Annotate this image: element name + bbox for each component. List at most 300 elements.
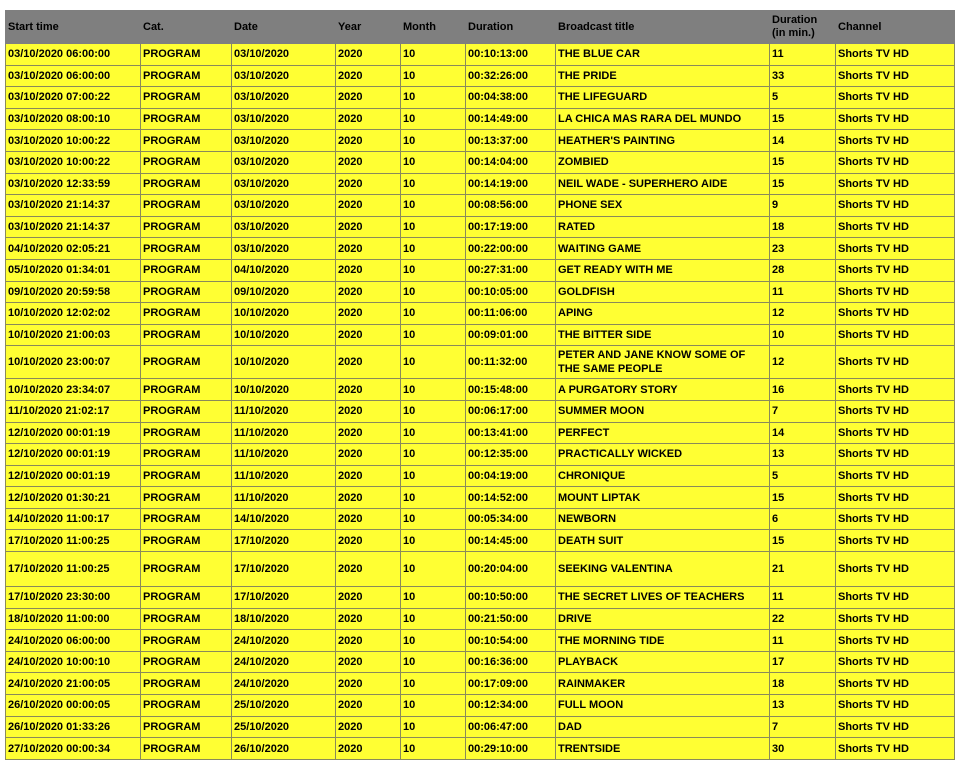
cell-date: 11/10/2020 — [232, 422, 336, 444]
cell-duration: 00:20:04:00 — [466, 552, 556, 587]
cell-year: 2020 — [336, 673, 401, 695]
cell-category: PROGRAM — [141, 738, 232, 760]
cell-channel: Shorts TV HD — [836, 630, 955, 652]
cell-duration-min: 14 — [770, 130, 836, 152]
cell-duration: 00:13:41:00 — [466, 422, 556, 444]
cell-year: 2020 — [336, 130, 401, 152]
cell-year: 2020 — [336, 630, 401, 652]
cell-category: PROGRAM — [141, 130, 232, 152]
cell-duration-min: 11 — [770, 630, 836, 652]
cell-year: 2020 — [336, 465, 401, 487]
cell-duration: 00:14:45:00 — [466, 530, 556, 552]
cell-category: PROGRAM — [141, 346, 232, 379]
cell-duration: 00:12:35:00 — [466, 444, 556, 466]
cell-duration: 00:14:49:00 — [466, 108, 556, 130]
cell-category: PROGRAM — [141, 630, 232, 652]
cell-year: 2020 — [336, 508, 401, 530]
cell-duration: 00:22:00:00 — [466, 238, 556, 260]
cell-year: 2020 — [336, 259, 401, 281]
table-row[interactable] — [6, 281, 955, 303]
cell-channel: Shorts TV HD — [836, 324, 955, 346]
cell-broadcast-title: DRIVE — [556, 608, 770, 630]
cell-start-time: 17/10/2020 11:00:25 — [6, 552, 141, 587]
cell-duration: 00:17:19:00 — [466, 216, 556, 238]
cell-duration-min: 15 — [770, 487, 836, 509]
table-row[interactable] — [6, 422, 955, 444]
cell-category: PROGRAM — [141, 673, 232, 695]
cell-year: 2020 — [336, 346, 401, 379]
cell-category: PROGRAM — [141, 44, 232, 66]
cell-broadcast-title: NEWBORN — [556, 508, 770, 530]
cell-channel: Shorts TV HD — [836, 87, 955, 109]
cell-month: 10 — [401, 216, 466, 238]
col-header-category[interactable]: Cat. — [141, 11, 232, 44]
cell-month: 10 — [401, 716, 466, 738]
cell-year: 2020 — [336, 195, 401, 217]
cell-broadcast-title: RAINMAKER — [556, 673, 770, 695]
cell-start-time: 09/10/2020 20:59:58 — [6, 281, 141, 303]
cell-year: 2020 — [336, 324, 401, 346]
cell-year: 2020 — [336, 44, 401, 66]
cell-channel: Shorts TV HD — [836, 173, 955, 195]
cell-year: 2020 — [336, 173, 401, 195]
cell-broadcast-title: PRACTICALLY WICKED — [556, 444, 770, 466]
cell-month: 10 — [401, 465, 466, 487]
table-row[interactable] — [6, 738, 955, 760]
table-row[interactable] — [6, 508, 955, 530]
cell-category: PROGRAM — [141, 151, 232, 173]
cell-year: 2020 — [336, 608, 401, 630]
table-row[interactable] — [6, 108, 955, 130]
cell-month: 10 — [401, 346, 466, 379]
cell-broadcast-title: LA CHICA MAS RARA DEL MUNDO — [556, 108, 770, 130]
cell-duration-min: 13 — [770, 444, 836, 466]
table-row[interactable] — [6, 608, 955, 630]
cell-date: 10/10/2020 — [232, 303, 336, 325]
cell-date: 03/10/2020 — [232, 108, 336, 130]
cell-date: 03/10/2020 — [232, 130, 336, 152]
cell-category: PROGRAM — [141, 422, 232, 444]
cell-duration: 00:11:32:00 — [466, 346, 556, 379]
cell-category: PROGRAM — [141, 508, 232, 530]
cell-year: 2020 — [336, 651, 401, 673]
cell-duration-min: 11 — [770, 44, 836, 66]
table-row[interactable] — [6, 716, 955, 738]
cell-date: 18/10/2020 — [232, 608, 336, 630]
cell-date: 17/10/2020 — [232, 587, 336, 609]
cell-duration-min: 15 — [770, 530, 836, 552]
cell-duration-min: 23 — [770, 238, 836, 260]
cell-date: 10/10/2020 — [232, 324, 336, 346]
cell-broadcast-title: THE MORNING TIDE — [556, 630, 770, 652]
table-row[interactable] — [6, 530, 955, 552]
cell-channel: Shorts TV HD — [836, 716, 955, 738]
col-header-channel[interactable]: Channel — [836, 11, 955, 44]
cell-year: 2020 — [336, 587, 401, 609]
cell-channel: Shorts TV HD — [836, 552, 955, 587]
cell-duration: 00:09:01:00 — [466, 324, 556, 346]
cell-month: 10 — [401, 259, 466, 281]
cell-category: PROGRAM — [141, 281, 232, 303]
cell-duration: 00:11:06:00 — [466, 303, 556, 325]
cell-start-time: 27/10/2020 00:00:34 — [6, 738, 141, 760]
cell-channel: Shorts TV HD — [836, 379, 955, 401]
cell-date: 04/10/2020 — [232, 259, 336, 281]
cell-start-time: 11/10/2020 21:02:17 — [6, 400, 141, 422]
cell-channel: Shorts TV HD — [836, 195, 955, 217]
cell-month: 10 — [401, 422, 466, 444]
cell-month: 10 — [401, 400, 466, 422]
cell-year: 2020 — [336, 379, 401, 401]
table-row[interactable] — [6, 444, 955, 466]
cell-start-time: 14/10/2020 11:00:17 — [6, 508, 141, 530]
cell-broadcast-title: ZOMBIED — [556, 151, 770, 173]
cell-date: 03/10/2020 — [232, 44, 336, 66]
cell-start-time: 03/10/2020 10:00:22 — [6, 151, 141, 173]
cell-duration: 00:06:17:00 — [466, 400, 556, 422]
cell-duration-min: 12 — [770, 346, 836, 379]
cell-channel: Shorts TV HD — [836, 259, 955, 281]
cell-date: 17/10/2020 — [232, 530, 336, 552]
cell-date: 14/10/2020 — [232, 508, 336, 530]
cell-duration-min: 7 — [770, 400, 836, 422]
cell-year: 2020 — [336, 716, 401, 738]
cell-channel: Shorts TV HD — [836, 508, 955, 530]
cell-category: PROGRAM — [141, 695, 232, 717]
table-row[interactable] — [6, 379, 955, 401]
cell-date: 03/10/2020 — [232, 151, 336, 173]
cell-category: PROGRAM — [141, 465, 232, 487]
cell-broadcast-title: CHRONIQUE — [556, 465, 770, 487]
cell-year: 2020 — [336, 422, 401, 444]
table-row[interactable] — [6, 587, 955, 609]
cell-duration-min: 16 — [770, 379, 836, 401]
cell-start-time: 10/10/2020 21:00:03 — [6, 324, 141, 346]
col-header-year[interactable]: Year — [336, 11, 401, 44]
cell-duration: 00:13:37:00 — [466, 130, 556, 152]
cell-broadcast-title: HEATHER'S PAINTING — [556, 130, 770, 152]
cell-duration-min: 22 — [770, 608, 836, 630]
cell-duration-min: 7 — [770, 716, 836, 738]
cell-category: PROGRAM — [141, 487, 232, 509]
cell-year: 2020 — [336, 108, 401, 130]
cell-date: 03/10/2020 — [232, 173, 336, 195]
cell-start-time: 03/10/2020 07:00:22 — [6, 87, 141, 109]
table-row[interactable] — [6, 195, 955, 217]
cell-month: 10 — [401, 630, 466, 652]
table-row[interactable] — [6, 695, 955, 717]
cell-duration: 00:16:36:00 — [466, 651, 556, 673]
cell-duration-min: 5 — [770, 87, 836, 109]
cell-broadcast-title: PHONE SEX — [556, 195, 770, 217]
cell-category: PROGRAM — [141, 173, 232, 195]
table-row[interactable] — [6, 238, 955, 260]
cell-year: 2020 — [336, 238, 401, 260]
cell-duration: 00:12:34:00 — [466, 695, 556, 717]
broadcast-table — [5, 10, 955, 760]
col-header-date[interactable]: Date — [232, 11, 336, 44]
cell-start-time: 26/10/2020 01:33:26 — [6, 716, 141, 738]
cell-broadcast-title: NEIL WADE - SUPERHERO AIDE — [556, 173, 770, 195]
table-row[interactable] — [6, 65, 955, 87]
cell-channel: Shorts TV HD — [836, 444, 955, 466]
cell-channel: Shorts TV HD — [836, 587, 955, 609]
cell-duration: 00:29:10:00 — [466, 738, 556, 760]
cell-date: 24/10/2020 — [232, 651, 336, 673]
cell-duration: 00:04:38:00 — [466, 87, 556, 109]
table-row[interactable] — [6, 673, 955, 695]
cell-duration-min: 15 — [770, 151, 836, 173]
cell-start-time: 10/10/2020 23:00:07 — [6, 346, 141, 379]
col-header-month[interactable]: Month — [401, 11, 466, 44]
cell-category: PROGRAM — [141, 530, 232, 552]
col-header-duration[interactable]: Duration — [466, 11, 556, 44]
cell-start-time: 03/10/2020 06:00:00 — [6, 44, 141, 66]
cell-month: 10 — [401, 238, 466, 260]
cell-duration-min: 10 — [770, 324, 836, 346]
cell-broadcast-title: THE PRIDE — [556, 65, 770, 87]
cell-duration: 00:27:31:00 — [466, 259, 556, 281]
cell-broadcast-title: THE BITTER SIDE — [556, 324, 770, 346]
cell-duration-min: 13 — [770, 695, 836, 717]
cell-category: PROGRAM — [141, 238, 232, 260]
cell-broadcast-title: A PURGATORY STORY — [556, 379, 770, 401]
table-row[interactable] — [6, 630, 955, 652]
cell-duration: 00:10:54:00 — [466, 630, 556, 652]
cell-channel: Shorts TV HD — [836, 44, 955, 66]
cell-start-time: 03/10/2020 06:00:00 — [6, 65, 141, 87]
table-row[interactable] — [6, 324, 955, 346]
cell-month: 10 — [401, 324, 466, 346]
cell-start-time: 17/10/2020 23:30:00 — [6, 587, 141, 609]
table-row[interactable] — [6, 552, 955, 587]
cell-duration-min: 15 — [770, 173, 836, 195]
cell-duration: 00:05:34:00 — [466, 508, 556, 530]
cell-channel: Shorts TV HD — [836, 487, 955, 509]
table-row[interactable] — [6, 651, 955, 673]
cell-month: 10 — [401, 130, 466, 152]
cell-channel: Shorts TV HD — [836, 465, 955, 487]
cell-date: 11/10/2020 — [232, 465, 336, 487]
cell-broadcast-title: TRENTSIDE — [556, 738, 770, 760]
cell-date: 11/10/2020 — [232, 444, 336, 466]
cell-duration: 00:10:50:00 — [466, 587, 556, 609]
cell-broadcast-title: PLAYBACK — [556, 651, 770, 673]
cell-month: 10 — [401, 695, 466, 717]
cell-month: 10 — [401, 552, 466, 587]
cell-start-time: 04/10/2020 02:05:21 — [6, 238, 141, 260]
cell-category: PROGRAM — [141, 259, 232, 281]
cell-channel: Shorts TV HD — [836, 651, 955, 673]
cell-duration: 00:08:56:00 — [466, 195, 556, 217]
cell-duration-min: 9 — [770, 195, 836, 217]
cell-year: 2020 — [336, 487, 401, 509]
cell-month: 10 — [401, 738, 466, 760]
cell-category: PROGRAM — [141, 87, 232, 109]
cell-broadcast-title: THE BLUE CAR — [556, 44, 770, 66]
cell-category: PROGRAM — [141, 587, 232, 609]
cell-start-time: 10/10/2020 12:02:02 — [6, 303, 141, 325]
cell-category: PROGRAM — [141, 444, 232, 466]
cell-channel: Shorts TV HD — [836, 608, 955, 630]
cell-month: 10 — [401, 379, 466, 401]
cell-duration-min: 21 — [770, 552, 836, 587]
cell-month: 10 — [401, 608, 466, 630]
cell-channel: Shorts TV HD — [836, 695, 955, 717]
cell-duration: 00:21:50:00 — [466, 608, 556, 630]
col-header-start-time[interactable]: Start time — [6, 11, 141, 44]
cell-date: 09/10/2020 — [232, 281, 336, 303]
cell-start-time: 24/10/2020 10:00:10 — [6, 651, 141, 673]
cell-channel: Shorts TV HD — [836, 400, 955, 422]
table-row[interactable] — [6, 346, 955, 379]
cell-duration: 00:14:04:00 — [466, 151, 556, 173]
cell-start-time: 05/10/2020 01:34:01 — [6, 259, 141, 281]
cell-month: 10 — [401, 651, 466, 673]
table-row[interactable] — [6, 44, 955, 66]
cell-category: PROGRAM — [141, 195, 232, 217]
cell-year: 2020 — [336, 151, 401, 173]
cell-category: PROGRAM — [141, 65, 232, 87]
col-header-broadcast-title[interactable]: Broadcast title — [556, 11, 770, 44]
cell-broadcast-title: DEATH SUIT — [556, 530, 770, 552]
table-row[interactable] — [6, 400, 955, 422]
cell-category: PROGRAM — [141, 379, 232, 401]
cell-channel: Shorts TV HD — [836, 738, 955, 760]
cell-broadcast-title: THE SECRET LIVES OF TEACHERS — [556, 587, 770, 609]
cell-date: 25/10/2020 — [232, 695, 336, 717]
cell-broadcast-title: PETER AND JANE KNOW SOME OF THE SAME PEOPLE — [556, 346, 770, 379]
cell-month: 10 — [401, 530, 466, 552]
cell-start-time: 17/10/2020 11:00:25 — [6, 530, 141, 552]
cell-category: PROGRAM — [141, 400, 232, 422]
cell-broadcast-title: WAITING GAME — [556, 238, 770, 260]
cell-date: 03/10/2020 — [232, 87, 336, 109]
cell-month: 10 — [401, 303, 466, 325]
cell-duration: 00:06:47:00 — [466, 716, 556, 738]
cell-broadcast-title: SEEKING VALENTINA — [556, 552, 770, 587]
cell-date: 10/10/2020 — [232, 379, 336, 401]
cell-channel: Shorts TV HD — [836, 303, 955, 325]
cell-start-time: 03/10/2020 08:00:10 — [6, 108, 141, 130]
cell-broadcast-title: APING — [556, 303, 770, 325]
cell-duration-min: 18 — [770, 216, 836, 238]
cell-channel: Shorts TV HD — [836, 238, 955, 260]
cell-channel: Shorts TV HD — [836, 65, 955, 87]
cell-broadcast-title: THE LIFEGUARD — [556, 87, 770, 109]
cell-month: 10 — [401, 195, 466, 217]
table-row[interactable] — [6, 303, 955, 325]
cell-date: 10/10/2020 — [232, 346, 336, 379]
cell-duration-min: 14 — [770, 422, 836, 444]
cell-start-time: 12/10/2020 01:30:21 — [6, 487, 141, 509]
cell-duration: 00:17:09:00 — [466, 673, 556, 695]
cell-date: 24/10/2020 — [232, 630, 336, 652]
cell-duration: 00:14:52:00 — [466, 487, 556, 509]
cell-broadcast-title: MOUNT LIPTAK — [556, 487, 770, 509]
cell-broadcast-title: RATED — [556, 216, 770, 238]
cell-category: PROGRAM — [141, 324, 232, 346]
cell-year: 2020 — [336, 281, 401, 303]
cell-duration-min: 12 — [770, 303, 836, 325]
cell-month: 10 — [401, 151, 466, 173]
cell-duration-min: 17 — [770, 651, 836, 673]
cell-month: 10 — [401, 487, 466, 509]
cell-month: 10 — [401, 173, 466, 195]
cell-year: 2020 — [336, 87, 401, 109]
cell-duration-min: 15 — [770, 108, 836, 130]
cell-date: 11/10/2020 — [232, 487, 336, 509]
cell-category: PROGRAM — [141, 716, 232, 738]
table-body — [6, 44, 955, 760]
header-row — [6, 11, 955, 44]
cell-broadcast-title: SUMMER MOON — [556, 400, 770, 422]
col-header-duration-min[interactable]: Duration (in min.) — [770, 11, 836, 44]
cell-start-time: 24/10/2020 06:00:00 — [6, 630, 141, 652]
cell-category: PROGRAM — [141, 651, 232, 673]
table-row[interactable] — [6, 487, 955, 509]
cell-year: 2020 — [336, 65, 401, 87]
cell-channel: Shorts TV HD — [836, 130, 955, 152]
cell-month: 10 — [401, 65, 466, 87]
cell-start-time: 12/10/2020 00:01:19 — [6, 422, 141, 444]
cell-year: 2020 — [336, 303, 401, 325]
table-row[interactable] — [6, 259, 955, 281]
cell-date: 26/10/2020 — [232, 738, 336, 760]
cell-month: 10 — [401, 108, 466, 130]
table-row[interactable] — [6, 173, 955, 195]
cell-duration-min: 11 — [770, 587, 836, 609]
cell-channel: Shorts TV HD — [836, 422, 955, 444]
table-row[interactable] — [6, 216, 955, 238]
table-row[interactable] — [6, 87, 955, 109]
cell-duration-min: 18 — [770, 673, 836, 695]
cell-start-time: 03/10/2020 21:14:37 — [6, 216, 141, 238]
cell-year: 2020 — [336, 216, 401, 238]
cell-duration: 00:32:26:00 — [466, 65, 556, 87]
table-row[interactable] — [6, 151, 955, 173]
cell-date: 17/10/2020 — [232, 552, 336, 587]
cell-start-time: 03/10/2020 21:14:37 — [6, 195, 141, 217]
cell-date: 25/10/2020 — [232, 716, 336, 738]
cell-month: 10 — [401, 44, 466, 66]
cell-month: 10 — [401, 587, 466, 609]
broadcast-table-container — [5, 10, 954, 760]
table-row[interactable] — [6, 130, 955, 152]
cell-date: 03/10/2020 — [232, 216, 336, 238]
cell-duration-min: 30 — [770, 738, 836, 760]
cell-start-time: 12/10/2020 00:01:19 — [6, 444, 141, 466]
cell-year: 2020 — [336, 738, 401, 760]
cell-month: 10 — [401, 281, 466, 303]
cell-start-time: 12/10/2020 00:01:19 — [6, 465, 141, 487]
cell-year: 2020 — [336, 695, 401, 717]
cell-date: 24/10/2020 — [232, 673, 336, 695]
table-row[interactable] — [6, 465, 955, 487]
cell-duration: 00:04:19:00 — [466, 465, 556, 487]
cell-start-time: 10/10/2020 23:34:07 — [6, 379, 141, 401]
cell-month: 10 — [401, 444, 466, 466]
cell-category: PROGRAM — [141, 216, 232, 238]
cell-date: 03/10/2020 — [232, 65, 336, 87]
cell-category: PROGRAM — [141, 552, 232, 587]
cell-broadcast-title: FULL MOON — [556, 695, 770, 717]
cell-channel: Shorts TV HD — [836, 216, 955, 238]
cell-month: 10 — [401, 508, 466, 530]
cell-channel: Shorts TV HD — [836, 151, 955, 173]
cell-category: PROGRAM — [141, 303, 232, 325]
cell-start-time: 26/10/2020 00:00:05 — [6, 695, 141, 717]
